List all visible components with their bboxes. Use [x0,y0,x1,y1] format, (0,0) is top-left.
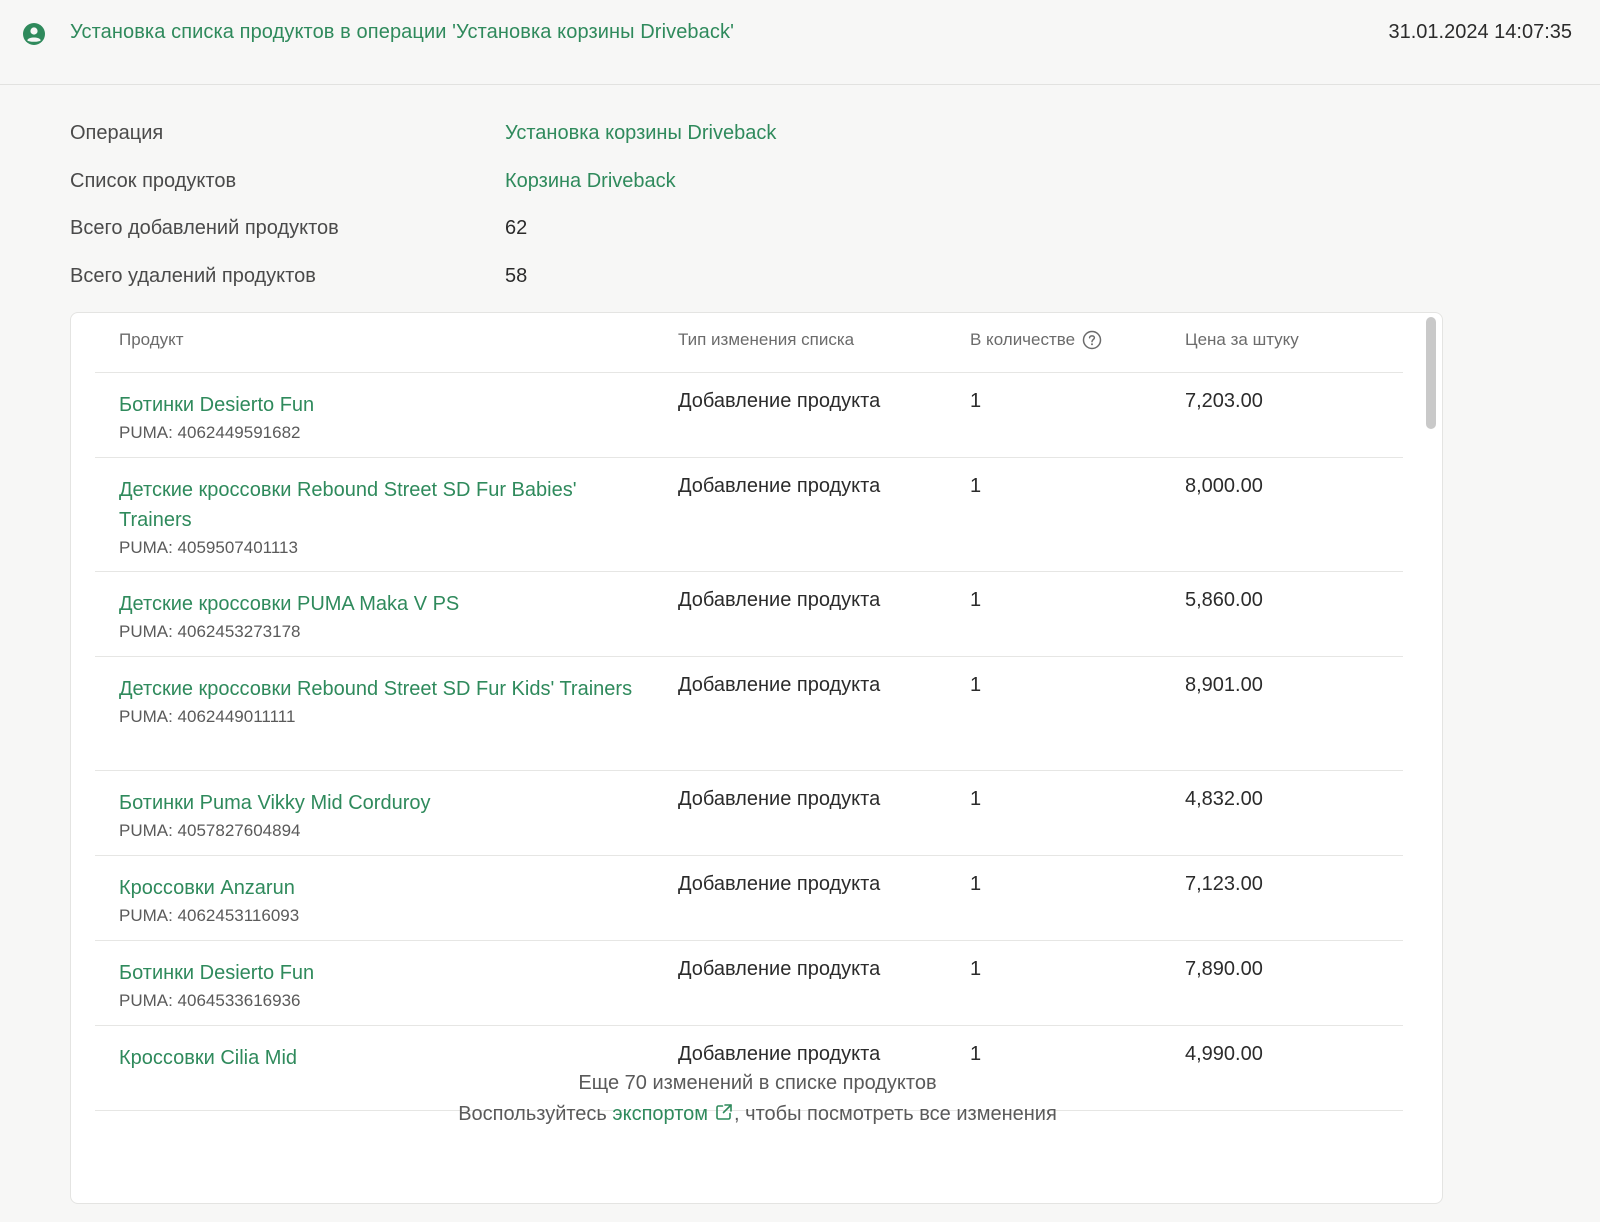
unit-price: 7,123.00 [1185,873,1263,895]
table-row [95,657,1403,771]
quantity: 1 [970,674,982,696]
table-row [95,856,1403,941]
export-hint-prefix: Воспользуйтесь [458,1103,613,1125]
unit-price: 4,832.00 [1185,788,1263,810]
product-sku: PUMA: 4059507401113 [119,538,298,557]
table-row [95,771,1403,856]
change-type: Добавление продукта [678,788,881,810]
unit-price: 5,860.00 [1185,589,1263,611]
quantity: 1 [970,873,982,895]
removals-count: 58 [505,264,528,287]
product-link[interactable]: Детские кроссовки Rebound Street SD Fur Babies' Trainers [119,479,577,531]
more-changes-text: Еще 70 изменений в списке продуктов [578,1072,937,1094]
quantity: 1 [970,958,982,980]
unit-price: 8,000.00 [1185,475,1263,497]
product-sku: PUMA: 4062453116093 [119,906,300,925]
quantity: 1 [970,788,982,810]
product-cell [119,873,649,927]
export-hint [71,1099,1444,1130]
change-type: Добавление продукта [678,1043,881,1065]
product-link[interactable]: Кроссовки Anzarun [119,877,295,899]
page-title: Установка списка продуктов в операции 'Установка корзины Driveback' [70,21,734,43]
product-link[interactable]: Детские кроссовки PUMA Maka V PS [119,593,460,615]
product-link[interactable]: Ботинки Puma Vikky Mid Corduroy [119,792,431,814]
column-header-qty-label: В количестве [970,330,1076,349]
top-bar [0,0,1600,85]
product-list-link[interactable]: Корзина Driveback [505,169,676,192]
table-row [95,572,1403,657]
column-header-product: Продукт [119,330,184,349]
change-type: Добавление продукта [678,390,881,412]
unit-price: 4,990.00 [1185,1043,1263,1065]
unit-price: 7,203.00 [1185,390,1263,412]
info-label: Операция [70,122,164,144]
unit-price: 8,901.00 [1185,674,1263,696]
product-link[interactable]: Детские кроссовки Rebound Street SD Fur Kids' Trainers [119,678,633,700]
export-link-label[interactable]: экспортом [612,1103,709,1125]
external-link-icon[interactable] [714,1101,734,1121]
product-cell [119,589,649,643]
quantity: 1 [970,390,982,412]
export-hint-suffix: , чтобы посмотреть все изменения [734,1103,1057,1125]
product-cell [119,475,649,559]
product-link[interactable]: Ботинки Desierto Fun [119,962,315,984]
info-row-removals [70,265,970,313]
info-row-additions [70,217,970,265]
export-link[interactable] [612,1103,734,1125]
product-cell [119,788,649,842]
table-scroll-area[interactable] [71,313,1444,1069]
info-label: Всего удалений продуктов [70,264,316,287]
change-type: Добавление продукта [678,475,881,497]
quantity: 1 [970,475,982,497]
product-cell [119,390,649,444]
table-row [95,458,1403,572]
change-type: Добавление продукта [678,589,881,611]
user-circle-icon[interactable] [22,22,46,46]
operation-info [70,122,970,312]
column-header-price: Цена за штуку [1185,330,1299,349]
unit-price: 7,890.00 [1185,958,1263,980]
product-sku: PUMA: 4062449011111 [119,707,296,726]
more-changes-notice [71,1068,1444,1130]
product-link[interactable]: Кроссовки Cilia Mid [119,1047,298,1069]
changes-table [95,313,1403,1111]
changes-card [70,312,1443,1204]
quantity: 1 [970,589,982,611]
quantity: 1 [970,1043,982,1065]
help-circle-icon[interactable] [1082,330,1102,350]
info-row-operation [70,122,970,170]
scrollbar-thumb[interactable] [1426,317,1436,429]
change-type: Добавление продукта [678,958,881,980]
additions-count: 62 [505,217,528,239]
change-type: Добавление продукта [678,873,881,895]
product-sku: PUMA: 4057827604894 [119,821,301,840]
table-row [95,941,1403,1026]
column-header-qty [970,330,1102,350]
change-type: Добавление продукта [678,674,881,696]
table-header [95,313,1403,373]
product-sku: PUMA: 4062453273178 [119,622,301,641]
product-sku: PUMA: 4062449591682 [119,423,301,442]
info-label: Список продуктов [70,169,237,192]
timestamp: 31.01.2024 14:07:35 [1388,21,1572,43]
table-row [95,373,1403,458]
info-label: Всего добавлений продуктов [70,217,339,239]
product-link[interactable]: Ботинки Desierto Fun [119,394,315,416]
operation-link[interactable]: Установка корзины Driveback [505,122,777,144]
column-header-type: Тип изменения списка [678,330,855,349]
product-cell [119,674,649,728]
info-row-list [70,170,970,218]
product-sku: PUMA: 4064533616936 [119,991,301,1010]
product-cell [119,958,649,1012]
